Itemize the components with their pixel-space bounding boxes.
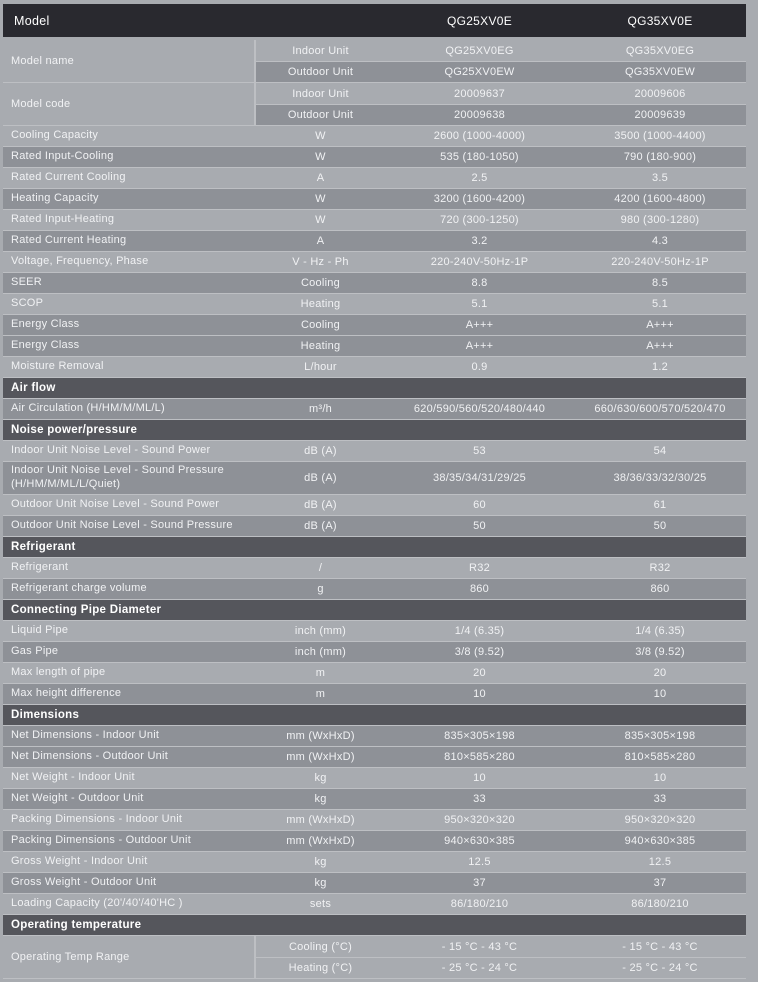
value-cell-model-2: 50 (653, 520, 667, 532)
value-cell-model-2: 54 (653, 445, 667, 457)
unit-cell: W (315, 151, 326, 163)
value-cell-model-2: 940×630×385 (624, 835, 696, 847)
value-cell-model-1: - 25 °C - 24 °C (441, 962, 518, 974)
section-title: Connecting Pipe Diameter (11, 604, 162, 616)
value-cell-model-1: 33 (473, 793, 486, 805)
value-cell-model-1: 0.9 (471, 361, 488, 373)
unit-cell: dB (A) (304, 499, 337, 511)
table-row (3, 273, 746, 294)
unit-cell: inch (mm) (294, 625, 347, 637)
unit-cell: Indoor Unit (292, 87, 349, 100)
unit-cell: L/hour (304, 361, 337, 373)
value-cell-model-1: 940×630×385 (444, 835, 515, 847)
table-row (3, 642, 746, 663)
value-cell-model-1: 38/35/34/31/29/25 (433, 472, 526, 484)
row-label: Loading Capacity (20'/40'/40'HC ) (11, 897, 183, 910)
value-cell-model-2: 10 (653, 688, 667, 700)
value-cell-model-1: 10 (473, 688, 486, 700)
unit-cell: m (315, 667, 326, 679)
unit-cell: dB (A) (304, 445, 337, 457)
unit-cell: Cooling (°C) (288, 940, 353, 953)
unit-cell: W (315, 193, 326, 205)
value-cell-model-1: 2.5 (471, 172, 488, 184)
unit-cell: kg (314, 793, 327, 805)
table-row (3, 516, 746, 537)
unit-cell: Outdoor Unit (287, 109, 354, 121)
value-cell-model-2: 1.2 (651, 361, 669, 373)
table-row (3, 147, 746, 168)
table-row (3, 768, 746, 789)
row-label: Refrigerant charge volume (11, 582, 147, 595)
group-subrow (256, 957, 746, 978)
table-row (3, 495, 746, 516)
unit-cell: Indoor Unit (292, 44, 349, 57)
table-row (3, 315, 746, 336)
table-row (3, 189, 746, 210)
header-model-2: QG35XV0E (627, 13, 693, 28)
value-cell-model-2: 4.3 (651, 235, 669, 247)
table-row (3, 726, 746, 747)
row-label: Net Dimensions - Indoor Unit (11, 729, 160, 742)
value-cell-model-2: 33 (653, 793, 667, 805)
unit-cell: Outdoor Unit (287, 66, 354, 78)
value-cell-model-1: 810×585×280 (444, 751, 515, 763)
section-header (3, 705, 746, 726)
value-cell-model-2: 20 (653, 667, 667, 679)
unit-cell: Cooling (300, 277, 341, 289)
row-label: Energy Class (11, 339, 80, 352)
section-title: Operating temperature (11, 919, 142, 931)
table-row (3, 747, 746, 768)
value-cell-model-2: 790 (180-900) (623, 151, 697, 163)
unit-cell: mm (WxHxD) (286, 751, 355, 763)
value-cell-model-1: 20009637 (454, 87, 505, 100)
row-label: Max length of pipe (11, 666, 106, 679)
table-row (3, 810, 746, 831)
value-cell-model-1: 535 (180-1050) (440, 151, 519, 163)
unit-cell: Heating (300, 298, 341, 310)
row-label: Voltage, Frequency, Phase (11, 255, 149, 268)
table-row (3, 852, 746, 873)
table-row (3, 126, 746, 147)
header-model-label: Model (14, 13, 50, 28)
value-cell-model-1: 50 (473, 520, 486, 532)
table-row (3, 210, 746, 231)
value-cell-model-1: - 15 °C - 43 °C (441, 940, 518, 953)
unit-cell: m (315, 688, 326, 700)
group-subrow (256, 83, 746, 104)
value-cell-model-2: 4200 (1600-4800) (614, 193, 706, 205)
section-header (3, 915, 746, 936)
row-label: Gross Weight - Outdoor Unit (11, 876, 157, 889)
table-row-group (3, 936, 746, 979)
value-cell-model-1: A+++ (465, 319, 494, 331)
value-cell-model-1: 2600 (1000-4000) (433, 130, 526, 142)
value-cell-model-2: 810×585×280 (624, 751, 696, 763)
value-cell-model-1: QG25XV0EW (444, 66, 515, 78)
table-header-row (3, 4, 746, 37)
unit-cell: W (315, 130, 326, 142)
row-label: Air Circulation (H/HM/M/ML/L) (11, 402, 165, 415)
unit-cell: kg (314, 772, 327, 784)
row-label: Gross Weight - Indoor Unit (11, 855, 148, 868)
value-cell-model-1: 20009638 (454, 109, 505, 121)
group-row-label: Model name (3, 40, 256, 82)
value-cell-model-1: 20 (473, 667, 486, 679)
value-cell-model-2: A+++ (646, 340, 674, 352)
group-subrow (256, 40, 746, 61)
row-label: Indoor Unit Noise Level - Sound Power (11, 444, 211, 457)
value-cell-model-1: R32 (469, 562, 490, 574)
row-label: Energy Class (11, 318, 80, 331)
value-cell-model-2: QG35XV0EG (625, 44, 695, 57)
value-cell-model-2: QG35XV0EW (624, 66, 696, 78)
table-row (3, 231, 746, 252)
unit-cell: V - Hz - Ph (292, 256, 349, 268)
value-cell-model-2: 1/4 (6.35) (635, 625, 685, 637)
value-cell-model-2: 61 (653, 499, 667, 511)
table-row (3, 894, 746, 915)
row-label: Liquid Pipe (11, 624, 69, 637)
value-cell-model-1: 37 (473, 877, 486, 889)
row-label: Packing Dimensions - Indoor Unit (11, 813, 183, 826)
table-row (3, 357, 746, 378)
table-row (3, 462, 746, 495)
value-cell-model-1: 1/4 (6.35) (454, 625, 505, 637)
value-cell-model-2: 980 (300-1280) (620, 214, 700, 226)
group-subrows (256, 936, 746, 978)
unit-cell: / (318, 562, 323, 574)
section-title: Dimensions (11, 709, 80, 721)
row-label: Net Weight - Indoor Unit (11, 771, 135, 784)
value-cell-model-1: 220-240V-50Hz-1P (430, 256, 529, 268)
row-label: Max height difference (11, 687, 122, 700)
value-cell-model-1: 5.1 (471, 298, 488, 310)
value-cell-model-1: 60 (473, 499, 486, 511)
value-cell-model-2: 37 (653, 877, 667, 889)
row-label: Outdoor Unit Noise Level - Sound Pressure (11, 519, 233, 532)
header-model-1: QG25XV0E (446, 13, 513, 28)
value-cell-model-2: 3/8 (9.52) (635, 646, 685, 658)
group-subrow (256, 936, 746, 957)
row-label: Rated Input-Cooling (11, 150, 114, 163)
row-label: Moisture Removal (11, 360, 104, 373)
table-row (3, 168, 746, 189)
row-label: Heating Capacity (11, 192, 99, 205)
table-row (3, 831, 746, 852)
unit-cell: mm (WxHxD) (286, 814, 355, 826)
value-cell-model-2: 835×305×198 (624, 730, 696, 742)
value-cell-model-2: 950×320×320 (624, 814, 696, 826)
group-subrow (256, 104, 746, 125)
row-label: Indoor Unit Noise Level - Sound Pressure (H/HM/M/ML/L/Quiet) (11, 464, 224, 490)
unit-cell: g (317, 583, 324, 595)
unit-cell: sets (309, 898, 332, 910)
value-cell-model-2: 3.5 (651, 172, 669, 184)
value-cell-model-1: 835×305×198 (444, 730, 515, 742)
value-cell-model-2: 660/630/600/570/520/470 (594, 403, 726, 415)
table-row (3, 336, 746, 357)
row-label: Packing Dimensions - Outdoor Unit (11, 834, 192, 847)
group-subrow (256, 61, 746, 82)
table-row-group (3, 83, 746, 126)
value-cell-model-1: 3/8 (9.52) (454, 646, 505, 658)
value-cell-model-2: 38/36/33/32/30/25 (613, 472, 707, 484)
row-label: Rated Current Cooling (11, 171, 126, 184)
unit-cell: Cooling (300, 319, 341, 331)
row-label: Outdoor Unit Noise Level - Sound Power (11, 498, 220, 511)
row-label: Net Dimensions - Outdoor Unit (11, 750, 169, 763)
unit-cell: dB (A) (304, 520, 337, 532)
table-row (3, 399, 746, 420)
unit-cell: inch (mm) (294, 646, 347, 658)
value-cell-model-1: A+++ (465, 340, 494, 352)
value-cell-model-2: 5.1 (651, 298, 669, 310)
section-title: Air flow (11, 382, 56, 394)
table-row (3, 789, 746, 810)
value-cell-model-2: - 25 °C - 24 °C (622, 962, 698, 974)
section-header (3, 378, 746, 399)
table-row (3, 621, 746, 642)
section-title: Refrigerant (11, 541, 76, 553)
group-row-label: Model code (3, 83, 256, 125)
value-cell-model-2: 860 (650, 583, 670, 595)
row-label: Rated Input-Heating (11, 213, 115, 226)
unit-cell: Heating (°C) (288, 962, 353, 974)
value-cell-model-1: 10 (473, 772, 486, 784)
value-cell-model-2: 3500 (1000-4400) (614, 130, 706, 142)
section-header (3, 537, 746, 558)
row-label: SCOP (11, 297, 44, 310)
row-label: Gas Pipe (11, 645, 59, 658)
value-cell-model-1: 8.8 (471, 277, 488, 289)
value-cell-model-2: R32 (649, 562, 671, 574)
value-cell-model-2: 220-240V-50Hz-1P (611, 256, 709, 268)
group-subrows (256, 40, 746, 82)
row-label: Refrigerant (11, 561, 69, 574)
table-row-group (3, 40, 746, 83)
group-subrows (256, 83, 746, 125)
value-cell-model-2: 20009606 (634, 87, 686, 100)
value-cell-model-1: 3.2 (471, 235, 488, 247)
spec-table-body (3, 40, 746, 979)
value-cell-model-1: 3200 (1600-4200) (433, 193, 526, 205)
table-row (3, 663, 746, 684)
unit-cell: mm (WxHxD) (286, 835, 355, 847)
unit-cell: A (316, 235, 325, 247)
table-row (3, 252, 746, 273)
value-cell-model-1: QG25XV0EG (445, 44, 514, 57)
value-cell-model-2: 12.5 (648, 856, 672, 868)
unit-cell: kg (314, 877, 327, 889)
section-header (3, 600, 746, 621)
group-row-label: Operating Temp Range (3, 936, 256, 978)
value-cell-model-1: 12.5 (468, 856, 491, 868)
row-label: SEER (11, 276, 42, 289)
unit-cell: Heating (300, 340, 341, 352)
value-cell-model-1: 860 (469, 583, 490, 595)
value-cell-model-2: 86/180/210 (631, 898, 689, 910)
unit-cell: m³/h (309, 403, 332, 415)
table-row (3, 558, 746, 579)
unit-cell: kg (314, 856, 327, 868)
value-cell-model-2: 10 (653, 772, 667, 784)
table-row (3, 684, 746, 705)
value-cell-model-1: 53 (473, 445, 486, 457)
table-row (3, 873, 746, 894)
value-cell-model-1: 86/180/210 (450, 898, 509, 910)
table-row (3, 579, 746, 600)
section-title: Noise power/pressure (11, 424, 138, 436)
unit-cell: W (315, 214, 326, 226)
unit-cell: A (316, 172, 325, 184)
value-cell-model-2: - 15 °C - 43 °C (622, 940, 698, 953)
unit-cell: mm (WxHxD) (286, 730, 355, 742)
value-cell-model-2: A+++ (646, 319, 674, 331)
unit-cell: dB (A) (304, 472, 337, 484)
row-label: Cooling Capacity (11, 129, 99, 142)
value-cell-model-2: 8.5 (651, 277, 669, 289)
value-cell-model-1: 720 (300-1250) (440, 214, 519, 226)
table-row (3, 441, 746, 462)
value-cell-model-1: 950×320×320 (444, 814, 515, 826)
table-row (3, 294, 746, 315)
row-label: Net Weight - Outdoor Unit (11, 792, 144, 805)
row-label: Rated Current Heating (11, 234, 127, 247)
value-cell-model-1: 620/590/560/520/480/440 (413, 403, 546, 415)
section-header (3, 420, 746, 441)
value-cell-model-2: 20009639 (634, 109, 686, 121)
